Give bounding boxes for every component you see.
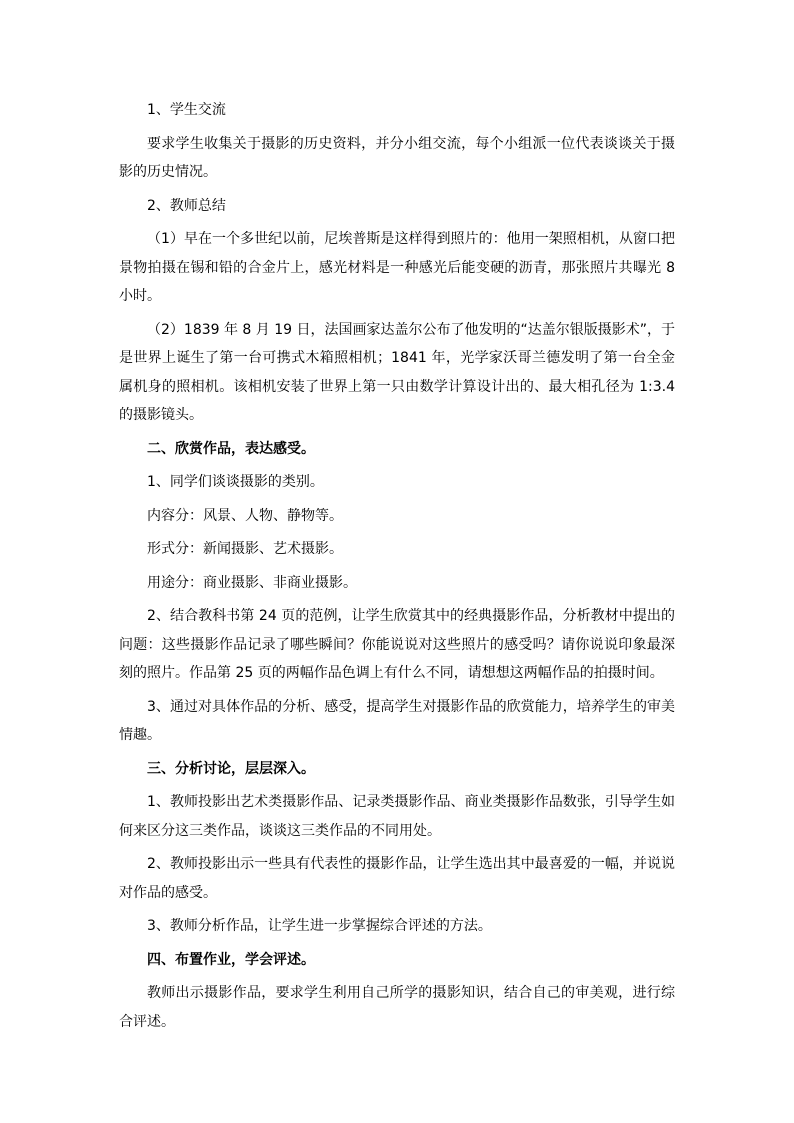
heading-teacher-summary: 2、教师总结	[147, 197, 226, 214]
paragraph-comprehensive-review: 3、教师分析作品，让学生进一步掌握综合评述的方法。	[147, 918, 492, 934]
section-heading-homework: 四、布置作业，学会评述。	[147, 951, 315, 968]
paragraph-by-form: 形式分：新闻摄影、艺术摄影。	[147, 541, 343, 557]
paragraph-appreciation-ability: 3、通过对具体作品的分析、感受，提高学生对摄影作品的欣赏能力，培养学生的审美情趣。	[119, 698, 675, 743]
document-page	[119, 96, 675, 1036]
paragraph-by-content: 内容分：风景、人物、静物等。	[147, 507, 343, 524]
section-heading-appreciate: 二、欣赏作品，表达感受。	[147, 440, 315, 457]
paragraph-three-categories: 1、教师投影出艺术类摄影作品、记录类摄影作品、商业类摄影作品数张，引导学生如何来区分这三类作品，谈谈这三类作品的不同用处。	[119, 794, 675, 839]
paragraph-categories: 1、同学们谈谈摄影的类别。	[147, 474, 324, 490]
paragraph-by-use: 用途分：商业摄影、非商业摄影。	[147, 574, 357, 591]
paragraph-collect-history: 要求学生收集关于摄影的历史资料，并分小组交流，每个小组派一位代表谈谈关于摄影的历史情况。	[119, 135, 675, 180]
paragraph-favorite-work: 2、教师投影出示一些具有代表性的摄影作品，让学生选出其中最喜爱的一幅，并说说对作品的感受。	[119, 856, 675, 901]
heading-student-exchange: 1、学生交流	[147, 102, 226, 118]
paragraph-homework-task: 教师出示摄影作品，要求学生利用自己所学的摄影知识，结合自己的审美观，进行综合评述。	[119, 985, 675, 1030]
paragraph-daguerre: （2）1839 年 8 月 19 日，法国画家达盖尔公布了他发明的“达盖尔银版摄影术”，于是世界上诞生了第一台可携式木箱照相机；1841 年，光学家沃哥兰德发明了第一台全金属机身的照相机。该相机安装了世界上第一只由数学计算设计出的、最大相孔径为 1:3.4 的摄影镜头。	[119, 321, 676, 423]
section-heading-analysis: 三、分析讨论，层层深入。	[147, 760, 315, 777]
paragraph-textbook-examples: 2、结合教科书第 24 页的范例，让学生欣赏其中的经典摄影作品，分析教材中提出的问题：这些摄影作品记录了哪些瞬间？你能说说对这些照片的感受吗？请你说说印象最深刻的照片。作品第 25 页的两幅作品色调上有什么不同，请想想这两幅作品的拍摄时间。	[119, 608, 675, 681]
paragraph-niepce: （1）早在一个多世纪以前，尼埃普斯是这样得到照片的：他用一架照相机，从窗口把景物拍摄在锡和铅的合金片上，感光材料是一种感光后能变硬的沥青，那张照片共曝光 8 小时。	[119, 231, 675, 304]
